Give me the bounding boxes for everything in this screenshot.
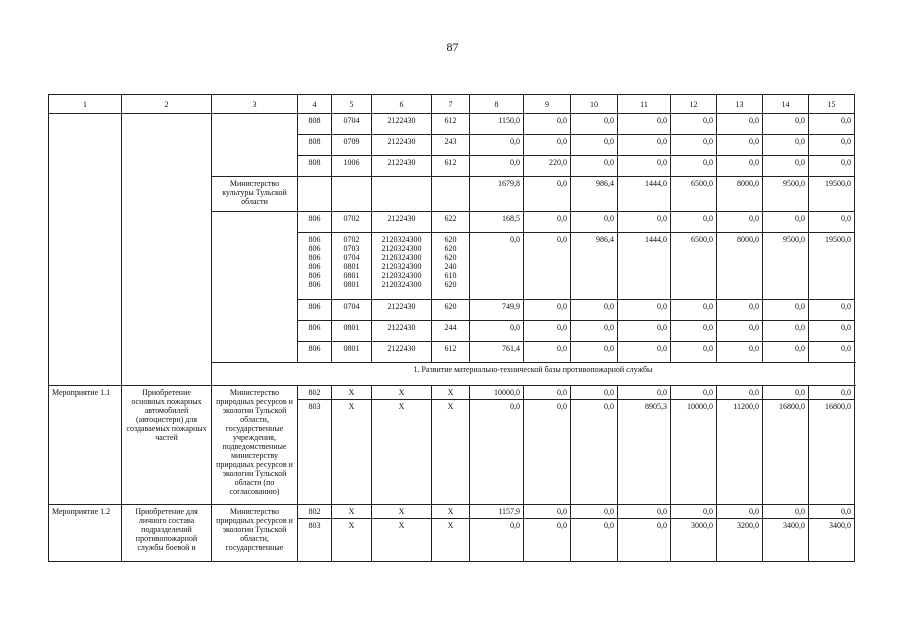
cell-value-15: 19500,0 <box>809 233 855 300</box>
cell-value-10: 0,0 <box>571 342 618 363</box>
cell-value-9: 0,0 <box>524 342 571 363</box>
cell-csr: 2122430 <box>372 114 432 135</box>
cell-rzpr: X <box>332 400 372 505</box>
cell-col3 <box>212 212 298 363</box>
cell-csr: X <box>372 400 432 505</box>
cell-rzpr <box>332 233 372 300</box>
cell-empty <box>332 177 372 212</box>
cell-rzpr: 0801 <box>332 342 372 363</box>
cell-vr-line: 240 <box>444 262 457 271</box>
cell-vr: 612 <box>432 114 470 135</box>
cell-value-8: 10000,0 <box>470 386 524 400</box>
cell-rzpr: X <box>332 519 372 562</box>
cell-rzpr: 0801 <box>332 321 372 342</box>
cell-vr: 612 <box>432 342 470 363</box>
cell-csr: 2122430 <box>372 135 432 156</box>
cell-value-15: 3400,0 <box>809 519 855 562</box>
cell-rzpr: 0704 <box>332 300 372 321</box>
cell-empty <box>432 177 470 212</box>
cell-vr: 244 <box>432 321 470 342</box>
cell-value-10: 986,4 <box>571 177 618 212</box>
cell-value-8: 0,0 <box>470 156 524 177</box>
cell-grbs-line: 806 <box>308 271 321 280</box>
header-cell: 8 <box>470 95 524 114</box>
cell-grbs-line: 806 <box>308 235 321 244</box>
section-title: 1. Развитие материально-технической базы противопожарной службы <box>212 363 855 386</box>
cell-value-14: 0,0 <box>763 114 809 135</box>
cell-csr: 2122430 <box>372 342 432 363</box>
cell-value-13: 0,0 <box>717 156 763 177</box>
cell-value-13: 0,0 <box>717 212 763 233</box>
cell-value-8: 749,9 <box>470 300 524 321</box>
cell-value-15: 0,0 <box>809 505 855 519</box>
cell-value-9: 0,0 <box>524 519 571 562</box>
header-cell: 9 <box>524 95 571 114</box>
cell-grbs: 806 <box>298 321 332 342</box>
measure-row <box>49 386 855 400</box>
cell-rzpr-line: 0801 <box>343 271 360 280</box>
cell-csr <box>372 233 432 300</box>
cell-rzpr-line: 0801 <box>343 262 360 271</box>
cell-value-14: 0,0 <box>763 342 809 363</box>
header-cell: 11 <box>618 95 671 114</box>
cell-vr-line: 620 <box>444 235 457 244</box>
header-cell: 1 <box>49 95 122 114</box>
cell-csr: 2122430 <box>372 212 432 233</box>
cell-vr: X <box>432 505 470 519</box>
cell-value-14: 0,0 <box>763 212 809 233</box>
cell-value-8: 0,0 <box>470 233 524 300</box>
ministry-culture-label: Министерство культуры Тульской области <box>212 177 298 212</box>
cell-value-8: 0,0 <box>470 400 524 505</box>
cell-value-10: 0,0 <box>571 114 618 135</box>
cell-vr: 622 <box>432 212 470 233</box>
cell-value-15: 0,0 <box>809 212 855 233</box>
cell-rzpr-line: 0704 <box>343 253 360 262</box>
cell-value-11: 0,0 <box>618 321 671 342</box>
cell-value-12: 6500,0 <box>671 177 717 212</box>
cell-rzpr-line: 0801 <box>343 280 360 289</box>
measure-row <box>49 505 855 519</box>
cell-value-15: 0,0 <box>809 156 855 177</box>
measure-1-1-executor: Министерство природных ресурсов и экологии Тульской области, государственные учреждения, подведомственные министерству природных ресурсов и экологии Тульской области (по согласованию) <box>212 386 298 505</box>
cell-value-11: 0,0 <box>618 386 671 400</box>
cell-value-14: 0,0 <box>763 321 809 342</box>
cell-csr-line: 2120324300 <box>381 235 422 244</box>
cell-value-13: 0,0 <box>717 135 763 156</box>
header-cell: 3 <box>212 95 298 114</box>
cell-csr: X <box>372 519 432 562</box>
cell-grbs-line: 806 <box>308 244 321 253</box>
header-cell: 5 <box>332 95 372 114</box>
header-cell: 10 <box>571 95 618 114</box>
cell-csr-line: 2120324300 <box>381 271 422 280</box>
cell-value-9: 220,0 <box>524 156 571 177</box>
cell-value-10: 0,0 <box>571 300 618 321</box>
cell-value-13: 0,0 <box>717 114 763 135</box>
cell-value-15: 0,0 <box>809 321 855 342</box>
cell-value-11: 8905,3 <box>618 400 671 505</box>
cell-value-9: 0,0 <box>524 114 571 135</box>
cell-value-12: 0,0 <box>671 342 717 363</box>
cell-value-8: 168,5 <box>470 212 524 233</box>
cell-value-12: 0,0 <box>671 321 717 342</box>
cell-csr-line: 2120324300 <box>381 244 422 253</box>
budget-table <box>48 94 855 562</box>
cell-vr-line: 620 <box>444 253 457 262</box>
cell-col2 <box>122 114 212 386</box>
cell-value-12: 6500,0 <box>671 233 717 300</box>
cell-value-9: 0,0 <box>524 135 571 156</box>
header-cell: 4 <box>298 95 332 114</box>
cell-grbs: 808 <box>298 156 332 177</box>
cell-value-12: 0,0 <box>671 386 717 400</box>
cell-value-13: 3200,0 <box>717 519 763 562</box>
cell-grbs: 808 <box>298 114 332 135</box>
cell-value-13: 0,0 <box>717 342 763 363</box>
cell-grbs: 803 <box>298 519 332 562</box>
cell-value-10: 0,0 <box>571 156 618 177</box>
cell-value-12: 0,0 <box>671 114 717 135</box>
cell-vr-line: 620 <box>444 280 457 289</box>
cell-value-14: 3400,0 <box>763 519 809 562</box>
cell-value-10: 0,0 <box>571 321 618 342</box>
cell-csr: 2122430 <box>372 300 432 321</box>
cell-value-8: 0,0 <box>470 519 524 562</box>
table-header-row <box>49 95 855 114</box>
cell-csr-line: 2120324300 <box>381 262 422 271</box>
cell-vr: X <box>432 386 470 400</box>
cell-value-9: 0,0 <box>524 177 571 212</box>
cell-value-9: 0,0 <box>524 505 571 519</box>
cell-value-8: 1157,9 <box>470 505 524 519</box>
cell-grbs-line: 806 <box>308 280 321 289</box>
cell-rzpr: X <box>332 505 372 519</box>
cell-value-12: 0,0 <box>671 505 717 519</box>
cell-col3 <box>212 114 298 177</box>
cell-col1 <box>49 114 122 386</box>
cell-grbs-line: 806 <box>308 262 321 271</box>
cell-value-11: 1444,0 <box>618 233 671 300</box>
cell-vr: 243 <box>432 135 470 156</box>
cell-csr: X <box>372 386 432 400</box>
cell-value-10: 0,0 <box>571 519 618 562</box>
cell-empty <box>372 177 432 212</box>
page-number: 87 <box>446 40 459 54</box>
cell-value-9: 0,0 <box>524 212 571 233</box>
cell-grbs: 802 <box>298 386 332 400</box>
cell-value-10: 986,4 <box>571 233 618 300</box>
cell-value-10: 0,0 <box>571 212 618 233</box>
cell-value-8: 0,0 <box>470 135 524 156</box>
cell-value-13: 0,0 <box>717 386 763 400</box>
cell-vr-line: 620 <box>444 244 457 253</box>
cell-value-13: 11200,0 <box>717 400 763 505</box>
cell-value-12: 3000,0 <box>671 519 717 562</box>
cell-vr: 612 <box>432 156 470 177</box>
cell-grbs: 806 <box>298 300 332 321</box>
cell-value-10: 0,0 <box>571 505 618 519</box>
cell-value-12: 0,0 <box>671 156 717 177</box>
cell-value-8: 1679,8 <box>470 177 524 212</box>
cell-value-15: 0,0 <box>809 342 855 363</box>
cell-csr-line: 2120324300 <box>381 253 422 262</box>
table-body <box>49 95 855 562</box>
cell-vr: X <box>432 519 470 562</box>
cell-rzpr: 1006 <box>332 156 372 177</box>
cell-value-14: 0,0 <box>763 300 809 321</box>
cell-value-12: 0,0 <box>671 212 717 233</box>
cell-grbs: 803 <box>298 400 332 505</box>
measure-1-2-name: Мероприятие 1.2 <box>49 505 122 562</box>
cell-value-9: 0,0 <box>524 233 571 300</box>
cell-value-9: 0,0 <box>524 300 571 321</box>
cell-value-14: 16800,0 <box>763 400 809 505</box>
header-cell: 15 <box>809 95 855 114</box>
measure-1-1-description: Приобретение основных пожарных автомобилей (автоцистерн) для создаваемых пожарных частей <box>122 386 212 505</box>
cell-value-9: 0,0 <box>524 400 571 505</box>
header-cell: 6 <box>372 95 432 114</box>
cell-grbs <box>298 233 332 300</box>
cell-value-11: 0,0 <box>618 212 671 233</box>
cell-value-10: 0,0 <box>571 400 618 505</box>
cell-value-13: 0,0 <box>717 300 763 321</box>
cell-value-11: 1444,0 <box>618 177 671 212</box>
cell-value-8: 1150,0 <box>470 114 524 135</box>
cell-grbs: 808 <box>298 135 332 156</box>
cell-value-15: 0,0 <box>809 114 855 135</box>
cell-value-12: 0,0 <box>671 300 717 321</box>
cell-rzpr: X <box>332 386 372 400</box>
cell-grbs: 802 <box>298 505 332 519</box>
cell-value-15: 0,0 <box>809 386 855 400</box>
cell-value-11: 0,0 <box>618 505 671 519</box>
cell-value-12: 0,0 <box>671 135 717 156</box>
measure-1-2-description: Приобретение для личного состава подразделений противопожарной службы боевой и <box>122 505 212 562</box>
cell-value-15: 16800,0 <box>809 400 855 505</box>
cell-value-11: 0,0 <box>618 135 671 156</box>
cell-vr: 620 <box>432 300 470 321</box>
cell-value-9: 0,0 <box>524 321 571 342</box>
cell-vr: X <box>432 400 470 505</box>
cell-value-15: 19500,0 <box>809 177 855 212</box>
header-cell: 13 <box>717 95 763 114</box>
cell-value-11: 0,0 <box>618 519 671 562</box>
cell-value-12: 10000,0 <box>671 400 717 505</box>
cell-value-8: 761,4 <box>470 342 524 363</box>
cell-vr <box>432 233 470 300</box>
cell-value-11: 0,0 <box>618 114 671 135</box>
cell-value-14: 0,0 <box>763 135 809 156</box>
header-cell: 12 <box>671 95 717 114</box>
cell-vr-line: 610 <box>444 271 457 280</box>
cell-csr: 2122430 <box>372 321 432 342</box>
measure-1-2-executor: Министерство природных ресурсов и экологии Тульской области, государственные <box>212 505 298 562</box>
cell-value-13: 0,0 <box>717 505 763 519</box>
cell-csr-line: 2120324300 <box>381 280 422 289</box>
cell-value-10: 0,0 <box>571 135 618 156</box>
header-cell: 7 <box>432 95 470 114</box>
cell-csr: 2122430 <box>372 156 432 177</box>
cell-value-14: 0,0 <box>763 156 809 177</box>
cell-grbs: 806 <box>298 212 332 233</box>
cell-value-11: 0,0 <box>618 300 671 321</box>
cell-empty <box>298 177 332 212</box>
cell-rzpr: 0709 <box>332 135 372 156</box>
cell-value-15: 0,0 <box>809 135 855 156</box>
header-cell: 14 <box>763 95 809 114</box>
cell-value-15: 0,0 <box>809 300 855 321</box>
cell-value-14: 0,0 <box>763 386 809 400</box>
cell-rzpr-line: 0702 <box>343 235 360 244</box>
cell-rzpr: 0702 <box>332 212 372 233</box>
cell-csr: X <box>372 505 432 519</box>
cell-value-13: 8000,0 <box>717 177 763 212</box>
cell-rzpr: 0704 <box>332 114 372 135</box>
cell-value-13: 8000,0 <box>717 233 763 300</box>
measure-1-1-name: Мероприятие 1.1 <box>49 386 122 505</box>
cell-value-11: 0,0 <box>618 156 671 177</box>
cell-value-8: 0,0 <box>470 321 524 342</box>
cell-value-14: 9500,0 <box>763 233 809 300</box>
cell-value-9: 0,0 <box>524 386 571 400</box>
cell-value-13: 0,0 <box>717 321 763 342</box>
cell-value-14: 0,0 <box>763 505 809 519</box>
table-row <box>49 114 855 135</box>
cell-value-14: 9500,0 <box>763 177 809 212</box>
cell-grbs: 806 <box>298 342 332 363</box>
cell-grbs-line: 806 <box>308 253 321 262</box>
header-cell: 2 <box>122 95 212 114</box>
cell-rzpr-line: 0703 <box>343 244 360 253</box>
cell-value-11: 0,0 <box>618 342 671 363</box>
cell-value-10: 0,0 <box>571 386 618 400</box>
